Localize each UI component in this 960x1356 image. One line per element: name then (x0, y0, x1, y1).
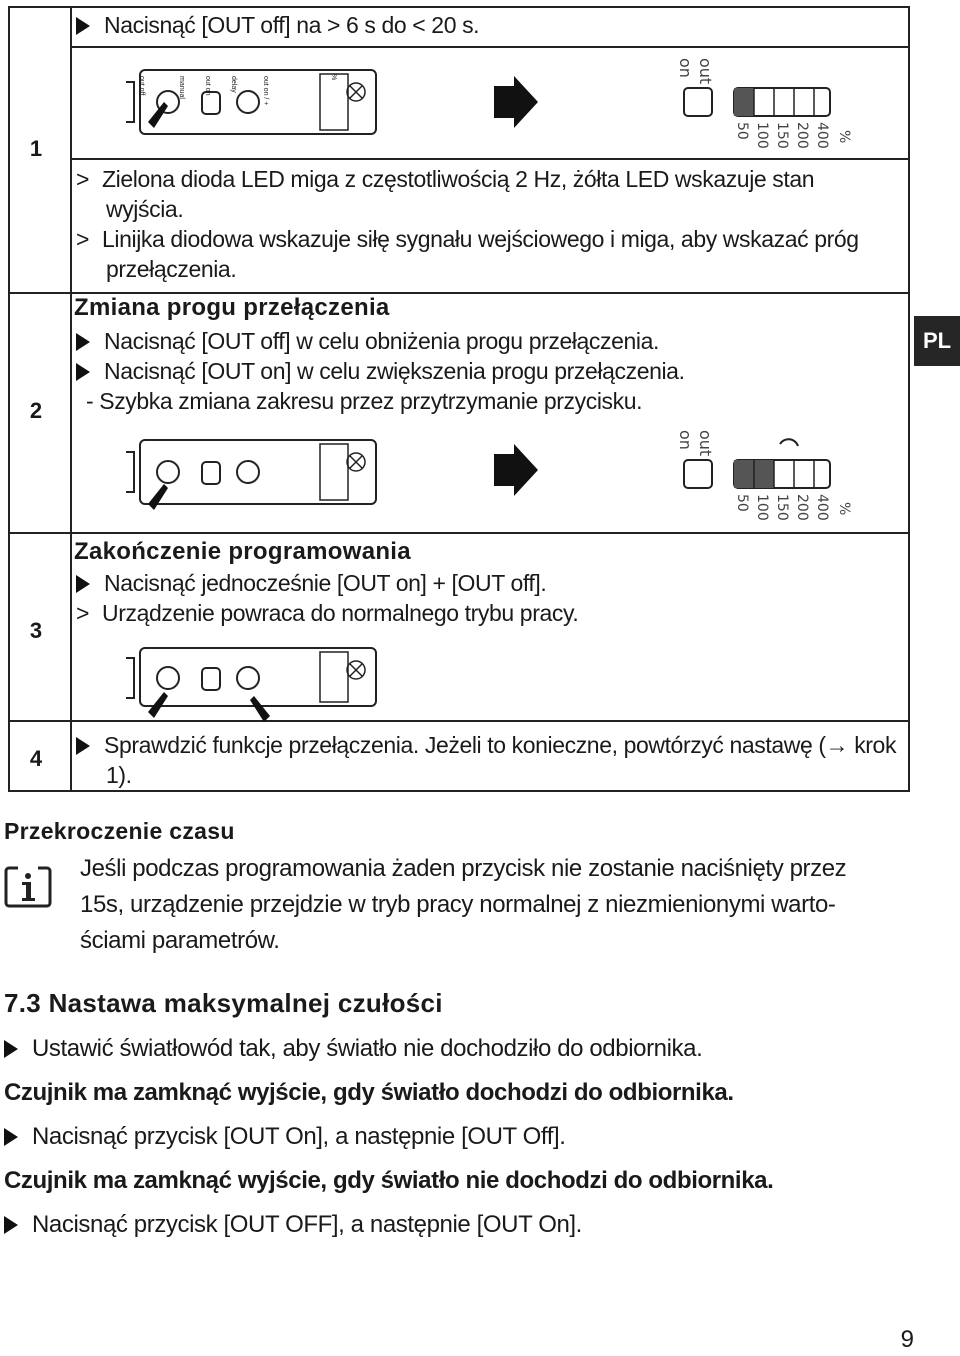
info-icon (4, 862, 52, 910)
section-heading: 7.3 Nastawa maksymalnej czułości (4, 988, 443, 1018)
svg-text:%: % (330, 74, 337, 81)
svg-text:on: on (676, 58, 695, 78)
section-instruction: Nacisnąć przycisk [OUT On], a następnie [OUT Off]. (4, 1122, 566, 1152)
triangle-bullet-icon (76, 333, 90, 351)
svg-text:manual: manual (178, 76, 185, 99)
language-tab-label: PL (922, 328, 952, 353)
table-column-divider (70, 8, 72, 790)
led-display-illustration (664, 52, 864, 154)
triangle-bullet-icon (76, 575, 90, 593)
triangle-bullet-icon (4, 1040, 18, 1058)
section-bold-note: Czujnik ma zamknąć wyjście, gdy światło nie dochodzi do odbiornika. (4, 1167, 774, 1194)
svg-text:400: 400 (814, 494, 830, 521)
triangle-bullet-icon (76, 363, 90, 381)
page-number: 9 (900, 1326, 914, 1353)
black-right-arrow-icon (494, 76, 538, 128)
svg-text:400: 400 (814, 122, 830, 149)
table-divider (70, 46, 910, 48)
step-instruction: Sprawdzić funkcje przełączenia. Jeżeli to konieczne, powtórzyć nastawę (→ krok (76, 730, 896, 760)
black-right-arrow-icon (494, 444, 538, 496)
step-note: - Szybka zmiana zakresu przez przytrzymanie przycisku. (86, 388, 643, 414)
step-number: 1 (29, 136, 43, 161)
step-heading: Zmiana progu przełączenia (74, 294, 390, 321)
step-result: > Urządzenie powraca do normalnego trybu pracy. (76, 600, 579, 626)
amplifier-panel-illustration (120, 432, 380, 522)
step-instruction: Nacisnąć jednocześnie [OUT on] + [OUT off]. (76, 568, 546, 598)
step-instruction: Nacisnąć [OUT off] na > 6 s do < 20 s. (76, 10, 479, 40)
table-divider (70, 158, 910, 160)
step-heading: Zakończenie programowania (74, 538, 411, 565)
svg-text:100: 100 (754, 494, 770, 521)
svg-text:100: 100 (754, 122, 770, 149)
triangle-bullet-icon (4, 1216, 18, 1234)
svg-text:out: out (696, 430, 715, 457)
svg-text:200: 200 (794, 122, 810, 149)
triangle-bullet-icon (76, 17, 90, 35)
step-result-cont: wyjścia. (106, 196, 184, 222)
svg-text:150: 150 (774, 494, 790, 521)
amplifier-panel-illustration (120, 642, 380, 722)
svg-text:%: % (836, 502, 852, 516)
timeout-text: ściami parametrów. (80, 927, 280, 954)
svg-text:%: % (836, 130, 852, 144)
step-number: 4 (29, 746, 43, 771)
step-result: > Zielona dioda LED miga z częstotliwością 2 Hz, żółta LED wskazuje stan (76, 166, 815, 192)
timeout-text: 15s, urządzenie przejdzie w tryb pracy normalnej z niezmienionymi warto- (80, 891, 836, 918)
svg-text:out: out (696, 58, 715, 85)
svg-text:out on / +: out on / + (262, 76, 269, 106)
table-divider (10, 532, 908, 534)
triangle-bullet-icon (76, 737, 90, 755)
section-instruction: Nacisnąć przycisk [OUT OFF], a następnie [OUT On]. (4, 1210, 582, 1240)
step-result-cont: przełączenia. (106, 256, 237, 282)
step-number: 2 (29, 398, 43, 423)
svg-text:150: 150 (774, 122, 790, 149)
step-instruction: Nacisnąć [OUT on] w celu zwiększenia progu przełączenia. (76, 356, 685, 386)
svg-text:on: on (676, 430, 695, 450)
timeout-text: Jeśli podczas programowania żaden przycisk nie zostanie naciśnięty przez (80, 855, 847, 882)
svg-text:out on: out on (204, 76, 211, 96)
svg-text:out off: out off (138, 76, 145, 96)
step-result: > Linijka diodowa wskazuje siłę sygnału wejściowego i miga, aby wskazać próg (76, 226, 859, 252)
svg-text:50: 50 (734, 122, 750, 140)
led-display-illustration (664, 424, 864, 526)
svg-text:delay: delay (230, 76, 237, 93)
step-instruction: Nacisnąć [OUT off] w celu obniżenia progu przełączenia. (76, 326, 659, 356)
section-instruction: Ustawić światłowód tak, aby światło nie dochodziło do odbiornika. (4, 1034, 702, 1064)
svg-text:200: 200 (794, 494, 810, 521)
step-number: 3 (29, 618, 43, 643)
section-bold-note: Czujnik ma zamknąć wyjście, gdy światło dochodzi do odbiornika. (4, 1079, 734, 1106)
step-instruction-cont: 1). (106, 762, 132, 788)
amplifier-panel-illustration (120, 62, 380, 152)
language-tab (914, 316, 960, 366)
triangle-bullet-icon (4, 1128, 18, 1146)
svg-text:50: 50 (734, 494, 750, 512)
timeout-heading: Przekroczenie czasu (4, 818, 235, 844)
